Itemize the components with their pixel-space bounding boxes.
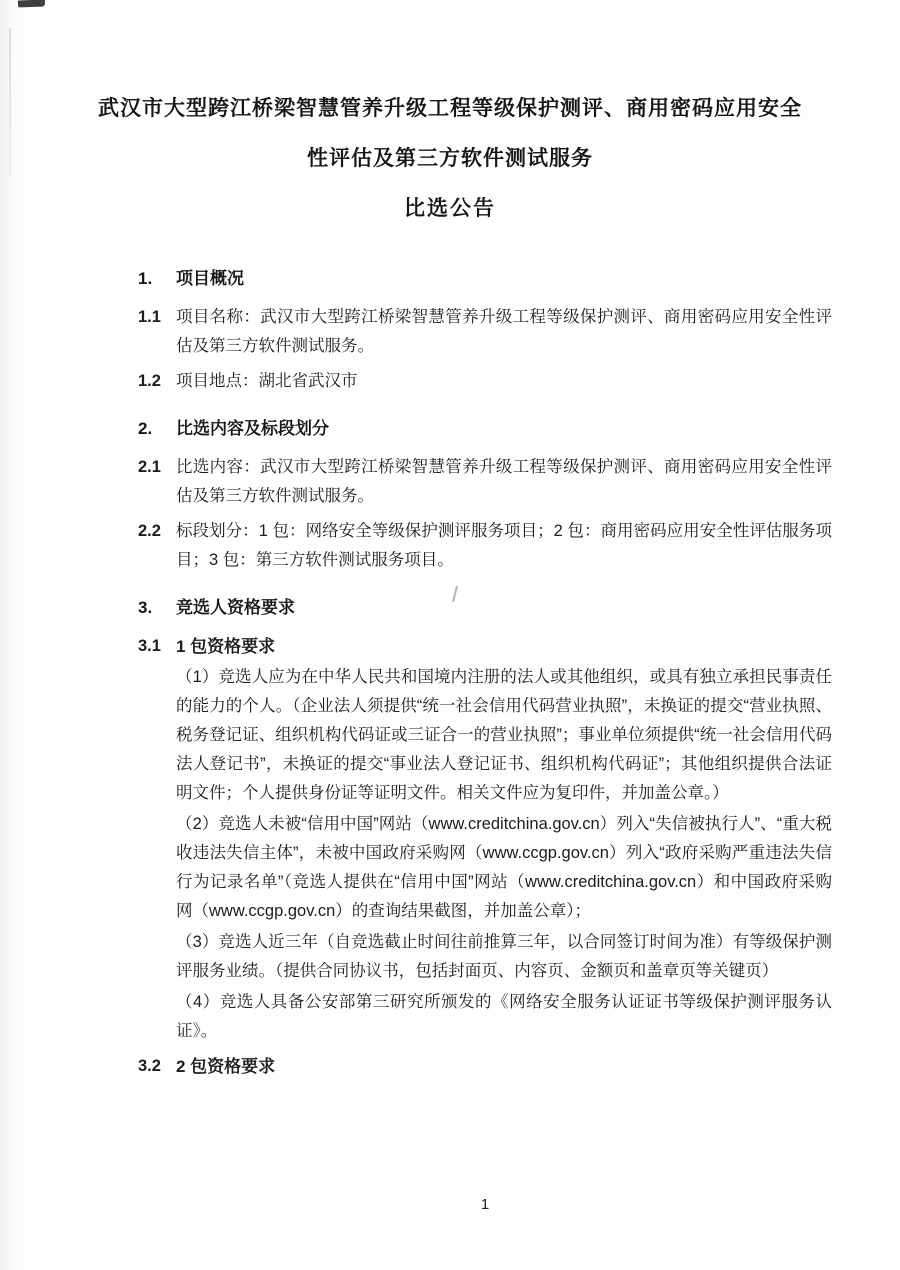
section-heading xyxy=(138,414,832,443)
document-body xyxy=(0,234,900,1081)
item-text: 比选内容：武汉市大型跨江桥梁智慧管养升级工程等级保护测评、商用密码应用安全性评估及第三方软件测试服务。 xyxy=(176,458,832,505)
item-number: 3.2 xyxy=(138,1057,161,1075)
document-header xyxy=(0,0,900,234)
document-title xyxy=(0,84,900,184)
section-heading-text: 竞选人资格要求 xyxy=(176,598,295,617)
item-text: 项目地点：湖北省武汉市 xyxy=(176,372,358,390)
section-3 xyxy=(138,593,832,1081)
requirement-paragraph-4: （4）竞选人具备公安部第三研究所颁发的《网络安全服务认证证书等级保护测评服务认证》。 xyxy=(176,993,832,1040)
item-text: 项目名称：武汉市大型跨江桥梁智慧管养升级工程等级保护测评、商用密码应用安全性评估及第三方软件测试服务。 xyxy=(176,308,832,355)
page-footer xyxy=(138,1196,832,1214)
item-text: 1 包资格要求 xyxy=(176,637,276,656)
scan-corner-smudge-artifact xyxy=(18,0,45,7)
section-heading xyxy=(138,593,832,622)
page-number: 1 xyxy=(480,1196,490,1213)
section-heading-text: 项目概况 xyxy=(176,269,244,288)
item-1-1 xyxy=(138,303,832,361)
section-number: 3. xyxy=(138,598,153,617)
section-1 xyxy=(138,264,832,396)
item-3-1 xyxy=(138,632,832,661)
document-subtitle: 比选公告 xyxy=(404,197,496,220)
item-text: 2 包资格要求 xyxy=(176,1057,276,1076)
requirement-paragraph-2: （2）竞选人未被“信用中国”网站（www.creditchina.gov.cn）列入“失信被执行人”、“重大税收违法失信主体”，未被中国政府采购网（www.ccgp.gov.cn）列入“政府采购严重违法失信行为记录名单”（竞选人提供在“信用中国”网站（www.creditchina.gov.cn）和中国政府采购网（www.ccgp.gov.cn）的查询结果截图，并加盖公章）； xyxy=(176,815,832,920)
item-2-2 xyxy=(138,517,832,575)
item-2-1 xyxy=(138,453,832,511)
item-number: 1.1 xyxy=(138,308,161,326)
scan-edge-streak-artifact xyxy=(9,28,11,178)
item-number: 2.2 xyxy=(138,522,161,540)
item-number: 2.1 xyxy=(138,458,161,476)
requirement-paragraph-3: （3）竞选人近三年（自竞选截止时间往前推算三年，以合同签订时间为准）有等级保护测评服务业绩。（提供合同协议书，包括封面页、内容页、金额页和盖章页等关键页） xyxy=(176,933,832,980)
title-line-2: 性评估及第三方软件测试服务 xyxy=(307,147,593,170)
item-1-2 xyxy=(138,367,832,396)
section-2 xyxy=(138,414,832,575)
item-text: 标段划分：1 包：网络安全等级保护测评服务项目；2 包：商用密码应用安全性评估服务项目；3 包：第三方软件测试服务项目。 xyxy=(176,522,832,569)
item-3-2 xyxy=(138,1052,832,1081)
item-number: 1.2 xyxy=(138,372,161,390)
requirement-paragraph-1: （1）竞选人应为在中华人民共和国境内注册的法人或其他组织，或具有独立承担民事责任的能力的个人。（企业法人须提供“统一社会信用代码营业执照”，未换证的提交“营业执照、税务登记证、组织机构代码证或三证合一的营业执照”；事业单位须提供“统一社会信用代码法人登记书”，未换证的提交“事业法人登记证书、组织机构代码证”；其他组织提供合法证明文件；个人提供身份证等证明文件。相关文件应为复印件，并加盖公章。） xyxy=(176,668,832,802)
section-number: 2. xyxy=(138,419,153,438)
section-number: 1. xyxy=(138,269,153,288)
section-heading xyxy=(138,264,832,293)
title-line-1: 武汉市大型跨江桥梁智慧管养升级工程等级保护测评、商用密码应用安全 xyxy=(98,97,802,120)
section-heading-text: 比选内容及标段划分 xyxy=(176,419,329,438)
item-number: 3.1 xyxy=(138,637,161,655)
